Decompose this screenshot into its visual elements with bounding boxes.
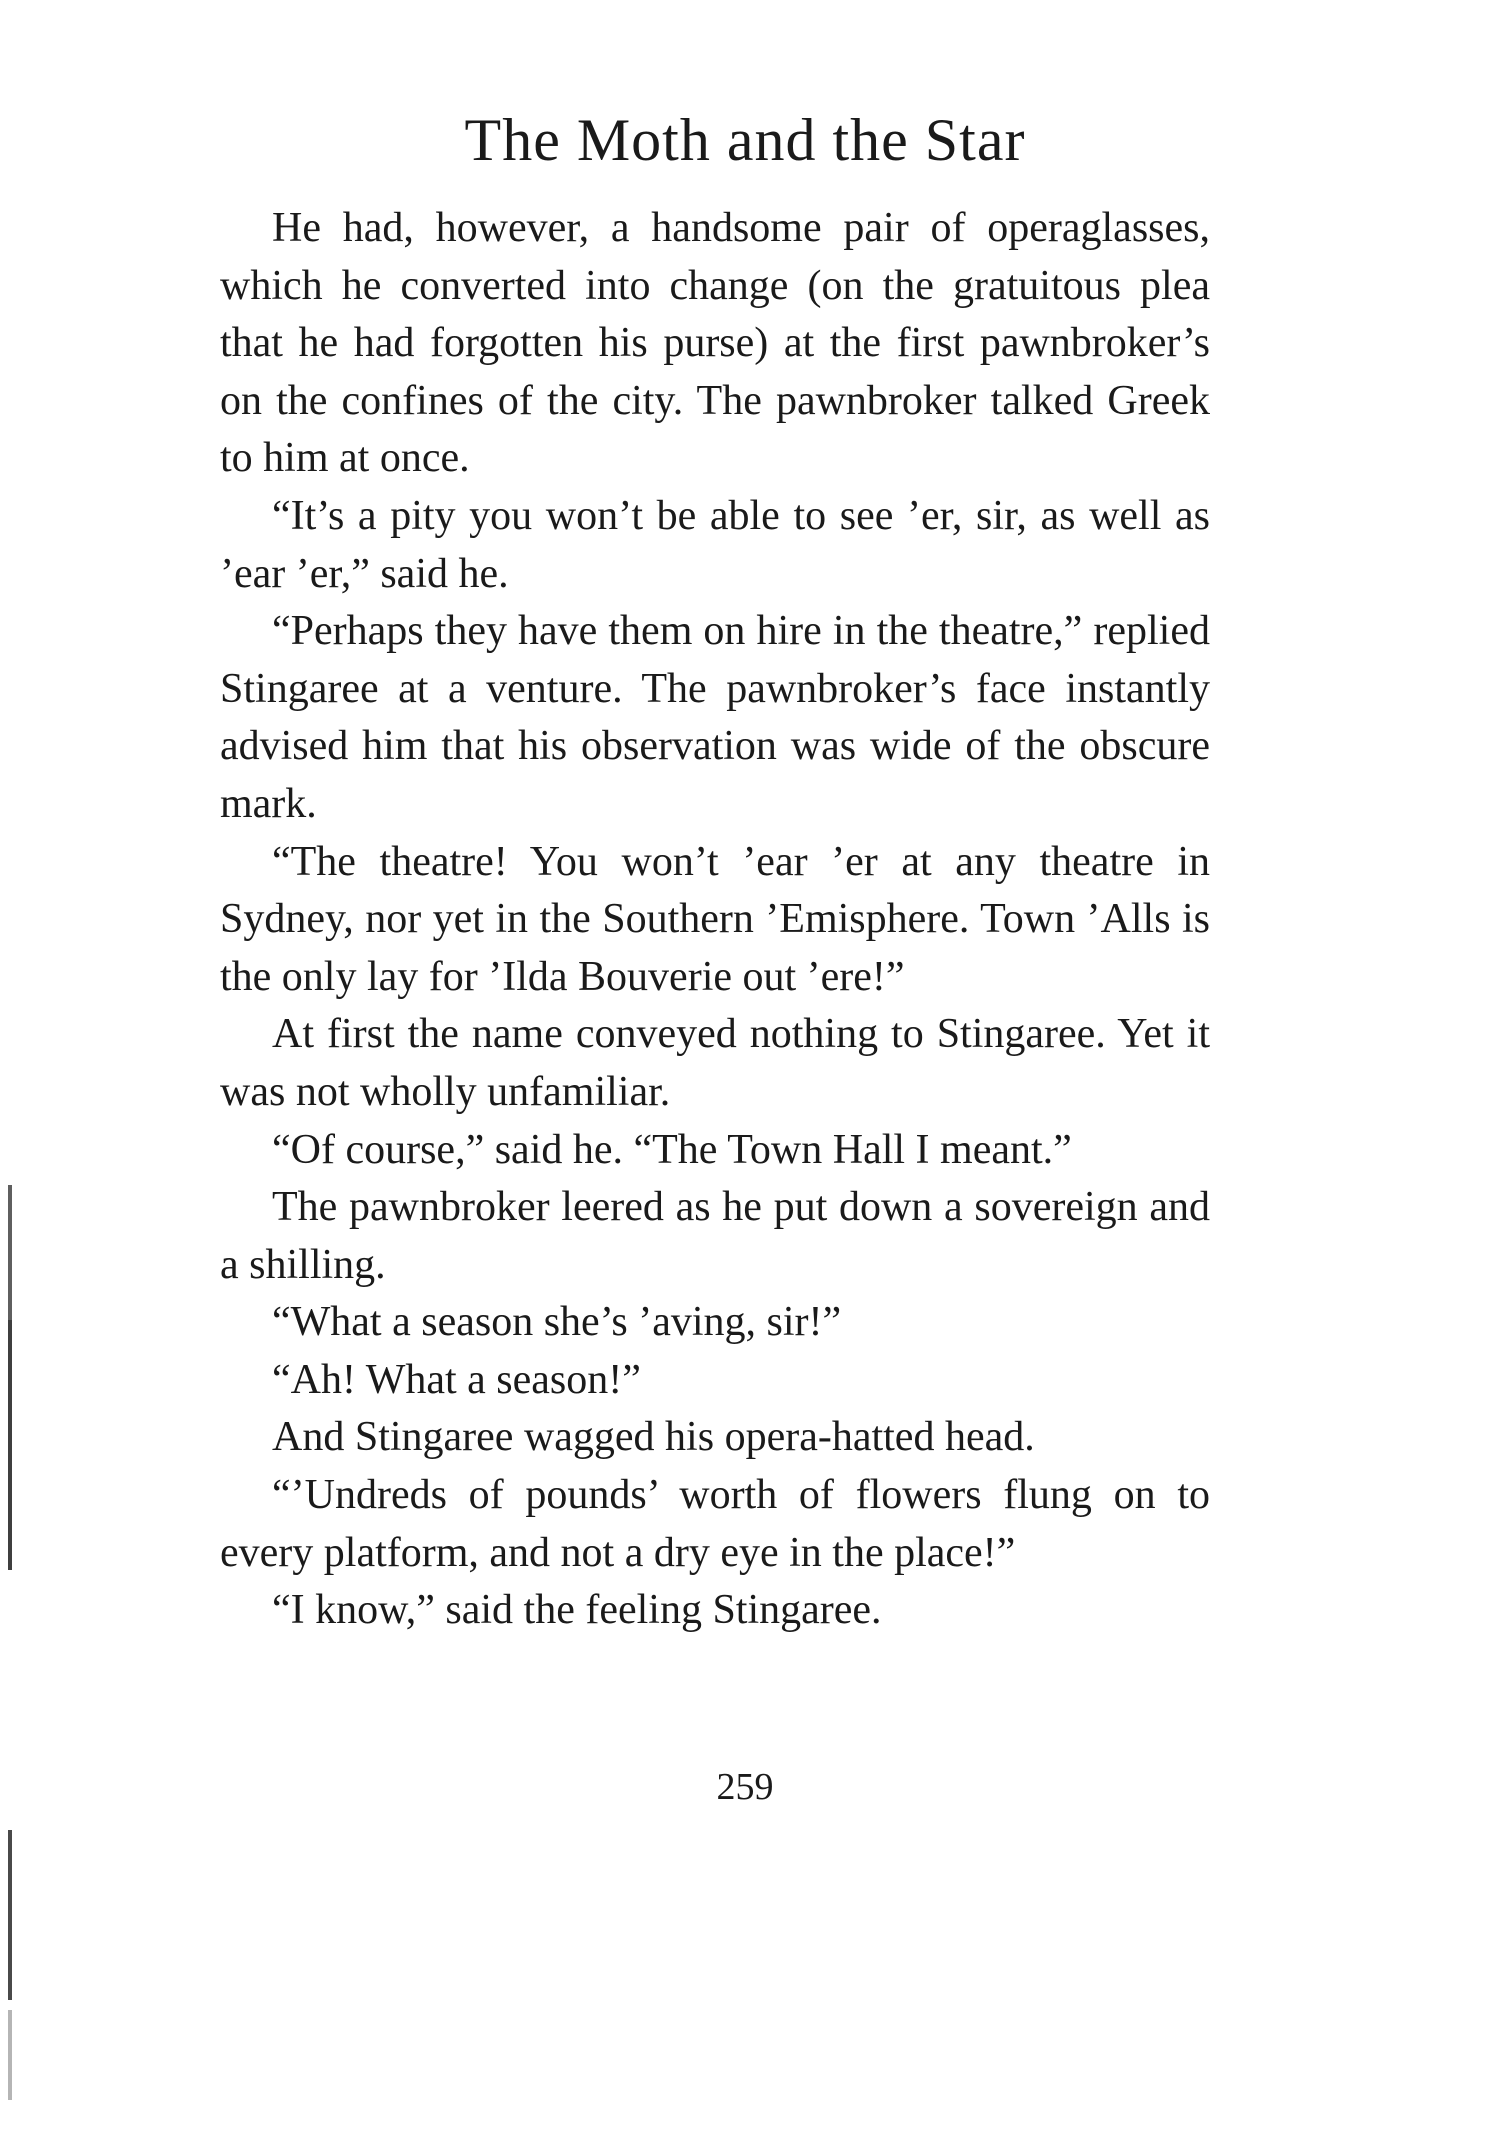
paragraph: He had, however, a handsome pair of operaglasses, which he converted into change (on the gratuitous plea that he had forgotten his purse) at the first pawnbroker’s on the confines of the city. The pawnbroker talked Greek to him at once. bbox=[220, 205, 1210, 482]
paragraph: “Ah! What a season!” bbox=[272, 1356, 641, 1403]
paragraph: “What a season she’s ’aving, sir!” bbox=[272, 1299, 842, 1346]
page-number: 259 bbox=[716, 1766, 774, 1808]
paragraph: At first the name conveyed nothing to Stingaree. Yet it was not wholly unfamiliar. bbox=[220, 1011, 1210, 1115]
paragraph: “It’s a pity you won’t be able to see ’er, sir, as well as ’ear ’er,” said he. bbox=[220, 492, 1210, 597]
body-text bbox=[220, 200, 1210, 1640]
paragraph: The pawnbroker leered as he put down a sovereign and a shilling. bbox=[220, 1184, 1210, 1288]
scan-edge-mark bbox=[8, 1830, 12, 2000]
scan-edge-mark bbox=[8, 1320, 12, 1570]
paragraph: “I know,” said the feeling Stingaree. bbox=[272, 1587, 882, 1634]
paragraph: “Perhaps they have them on hire in the theatre,” replied Stingaree at a venture. The pawnbroker’s face instantly advised him that his observation was wide of the obscure mark. bbox=[220, 608, 1210, 827]
paragraph: “The theatre! You won’t ’ear ’er at any theatre in Sydney, nor yet in the Southern ’Emisphere. Town ’Alls is the only lay for ’Ilda Bouverie out ’ere!” bbox=[220, 838, 1210, 1000]
paragraph: And Stingaree wagged his opera-hatted head. bbox=[272, 1414, 1035, 1461]
paragraph: “’Undreds of pounds’ worth of flowers flung on to every platform, and not a dry eye in the place!” bbox=[220, 1472, 1210, 1576]
paragraph: “Of course,” said he. “The Town Hall I meant.” bbox=[272, 1126, 1072, 1173]
running-head-title: The Moth and the Star bbox=[464, 107, 1026, 173]
scan-edge-mark bbox=[8, 2010, 12, 2100]
scan-edge-mark bbox=[8, 1185, 12, 1320]
